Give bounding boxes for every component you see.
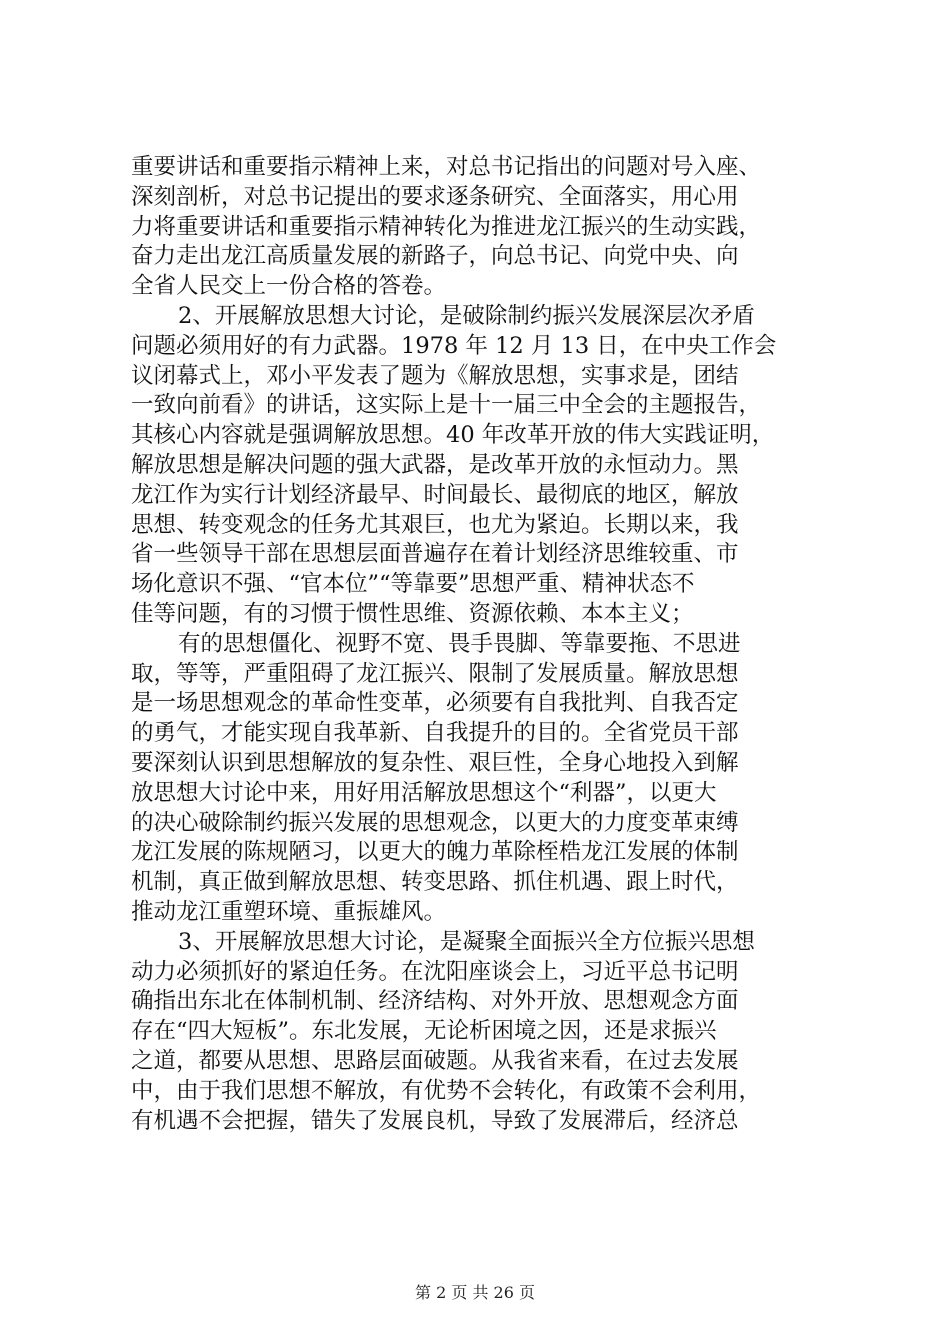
text-line: 取，等等，严重阻碍了龙江振兴、限制了发展质量。解放思想	[131, 660, 739, 687]
text-line: 3、开展解放思想大讨论，是凝聚全面振兴全方位振兴思想	[178, 928, 755, 955]
body-text	[131, 153, 831, 1136]
text-line: 之道，都要从思想、思路层面破题。从我省来看，在过去发展	[131, 1047, 739, 1074]
text-line: 动力必须抓好的紧迫任务。在沈阳座谈会上，习近平总书记明	[131, 958, 739, 985]
text-line: 议闭幕式上，邓小平发表了题为《解放思想，实事求是，团结	[131, 362, 739, 389]
text-line: 要深刻认识到思想解放的复杂性、艰巨性，全身心地投入到解	[131, 749, 739, 776]
page-number-footer: 第 2 页 共 26 页	[415, 1283, 535, 1302]
text-line: 力将重要讲话和重要指示精神转化为推进龙江振兴的生动实践，	[131, 213, 762, 240]
text-line: 的勇气，才能实现自我革新、自我提升的目的。全省党员干部	[131, 720, 739, 747]
text-line: 的决心破除制约振兴发展的思想观念，以更大的力度变革束缚	[131, 809, 739, 836]
text-line: 场化意识不强、“官本位”“等靠要”思想严重、精神状态不	[131, 571, 695, 598]
text-line: 放思想大讨论中来，用好用活解放思想这个“利器”，以更大	[131, 779, 717, 806]
text-line: 深刻剖析，对总书记提出的要求逐条研究、全面落实，用心用	[131, 183, 739, 210]
text-line: 省一些领导干部在思想层面普遍存在着计划经济思维较重、市	[131, 541, 739, 568]
text-line: 推动龙江重塑环境、重振雄风。	[131, 898, 447, 925]
text-line: 龙江作为实行计划经济最早、时间最长、最彻底的地区，解放	[131, 481, 739, 508]
text-line: 重要讲话和重要指示精神上来，对总书记指出的问题对号入座、	[131, 154, 762, 180]
text-line: 龙江发展的陈规陋习，以更大的魄力革除桎梏龙江发展的体制	[131, 839, 739, 866]
text-line: 一致向前看》的讲话，这实际上是十一届三中全会的主题报告，	[131, 392, 762, 419]
text-line: 佳等问题，有的习惯于惯性思维、资源依赖、本本主义；	[131, 600, 694, 627]
text-line: 是一场思想观念的革命性变革，必须要有自我批判、自我否定	[131, 690, 739, 717]
text-line: 确指出东北在体制机制、经济结构、对外开放、思想观念方面	[131, 988, 739, 1015]
text-line: 奋力走出龙江高质量发展的新路子，向总书记、向党中央、向	[131, 243, 739, 270]
text-line: 机制，真正做到解放思想、转变思路、抓住机遇、跟上时代，	[131, 869, 739, 896]
text-line: 存在“四大短板”。东北发展，无论析困境之因，还是求振兴	[131, 1018, 717, 1045]
text-line: 思想、转变观念的任务尤其艰巨，也尤为紧迫。长期以来，我	[131, 511, 739, 538]
text-line: 解放思想是解决问题的强大武器，是改革开放的永恒动力。黑	[131, 451, 739, 478]
text-line: 全省人民交上一份合格的答卷。	[131, 273, 447, 300]
text-line: 其核心内容就是强调解放思想。40 年改革开放的伟大实践证明，	[131, 422, 775, 449]
text-line: 中，由于我们思想不解放，有优势不会转化，有政策不会利用，	[131, 1077, 762, 1104]
text-line: 有的思想僵化、视野不宽、畏手畏脚、等靠要拖、不思进	[178, 630, 741, 657]
text-line: 问题必须用好的有力武器。1978 年 12 月 13 日，在中央工作会	[131, 332, 777, 359]
text-line: 有机遇不会把握，错失了发展良机，导致了发展滞后，经济总	[131, 1107, 739, 1134]
text-line: 2、开展解放思想大讨论，是破除制约振兴发展深层次矛盾	[178, 302, 755, 329]
